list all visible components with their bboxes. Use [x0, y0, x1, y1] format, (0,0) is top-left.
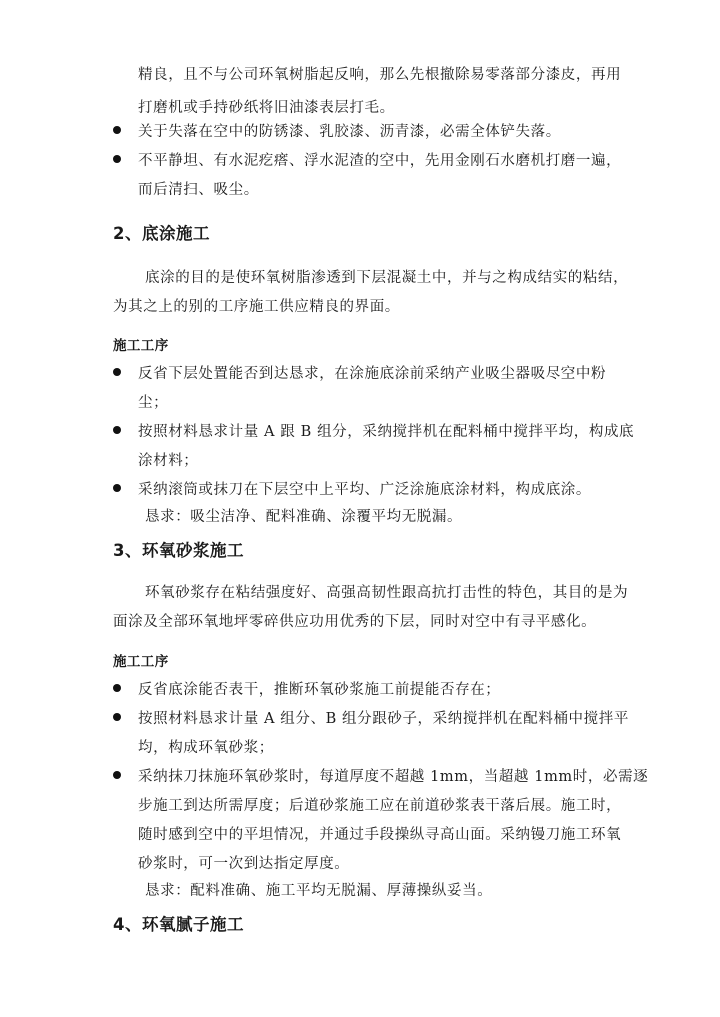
section-2-bullet-2-line-1: 按照材料恳求计量 A 跟 B 组分，采纳搅拌机在配料桶中搅拌平均，构成底: [138, 424, 635, 440]
section-4-heading: 4、环氧腻子施工: [113, 915, 244, 934]
section-2-bullet-1-line-1: 反省下层处置能否到达恳求，在涂施底涂前采纳产业吸尘器吸尽空中粉: [138, 366, 607, 382]
bullet-icon: [113, 155, 121, 163]
section-3-bullet-3-line-2: 步施工到达所需厚度；后道砂浆施工应在前道砂浆表干落后展。施工时，: [138, 798, 622, 814]
bullet-icon: [113, 426, 121, 434]
intro-bullet-2-line-2: 而后清扫、吸尘。: [138, 182, 259, 198]
section-3-bullet-2-line-2: 均，构成环氧砂浆；: [138, 740, 274, 756]
section-2-bullet-1-line-2: 尘；: [138, 395, 169, 411]
intro-bullet-2-line-1: 不平静坦、有水泥疙瘩、浮水泥渣的空中，先用金刚石水磨机打磨一遍，: [138, 153, 622, 169]
section-2-para-line-2: 为其之上的别的工序施工供应精良的界面。: [113, 299, 400, 315]
section-3-heading: 3、环氧砂浆施工: [113, 541, 244, 560]
section-3-bullet-3-line-1: 采纳抹刀抹施环氧砂浆时，每道厚度不超越 1mm，当超越 1mm时，必需逐: [138, 769, 649, 785]
section-3-bullet-1: 反省底涂能否表干，推断环氧砂浆施工前提能否存在；: [138, 682, 501, 698]
section-3-para-line-1: 环氧砂浆存在粘结强度好、高强高韧性跟高抗打击性的特色，其目的是为: [145, 585, 629, 601]
section-3-requirement: 恳求：配料准确、施工平均无脱漏、厚薄操纵妥当。: [145, 883, 493, 899]
section-3-subheading: 施工工序: [113, 654, 169, 670]
section-2-bullet-2-line-2: 涂材料；: [138, 453, 199, 469]
intro-line-1: 精良，且不与公司环氧树脂起反响，那么先根撤除易零落部分漆皮，再用: [138, 67, 622, 83]
section-3-para-line-2: 面涂及全部环氧地坪零碎供应功用优秀的下层，同时对空中有寻平感化。: [113, 614, 597, 630]
bullet-icon: [113, 126, 121, 134]
bullet-icon: [113, 713, 121, 721]
section-2-bullet-3: 采纳滚筒或抹刀在下层空中上平均、广泛涂施底涂材料，构成底涂。: [138, 482, 591, 498]
section-2-subheading: 施工工序: [113, 338, 169, 354]
bullet-icon: [113, 684, 121, 692]
section-3-bullet-2-line-1: 按照材料恳求计量 A 组分、B 组分跟砂子，采纳搅拌机在配料桶中搅拌平: [138, 711, 629, 727]
bullet-icon: [113, 771, 121, 779]
section-2-para-line-1: 底涂的目的是使环氧树脂渗透到下层混凝土中，并与之构成结实的粘结，: [145, 270, 629, 286]
intro-bullet-1: 关于失落在空中的防锈漆、乳胶漆、沥青漆，必需全体铲失落。: [138, 124, 561, 140]
intro-line-2: 打磨机或手持砂纸将旧油漆表层打毛。: [138, 100, 395, 116]
section-3-bullet-3-line-4: 砂浆时，可一次到达指定厚度。: [138, 856, 350, 872]
section-2-heading: 2、底涂施工: [113, 224, 210, 243]
bullet-icon: [113, 484, 121, 492]
bullet-icon: [113, 368, 121, 376]
section-2-requirement: 恳求：吸尘洁净、配料准确、涂覆平均无脱漏。: [145, 509, 463, 525]
section-3-bullet-3-line-3: 随时感到空中的平坦情况，并通过手段操纵寻高山面。采纳镘刀施工环氧: [138, 827, 622, 843]
